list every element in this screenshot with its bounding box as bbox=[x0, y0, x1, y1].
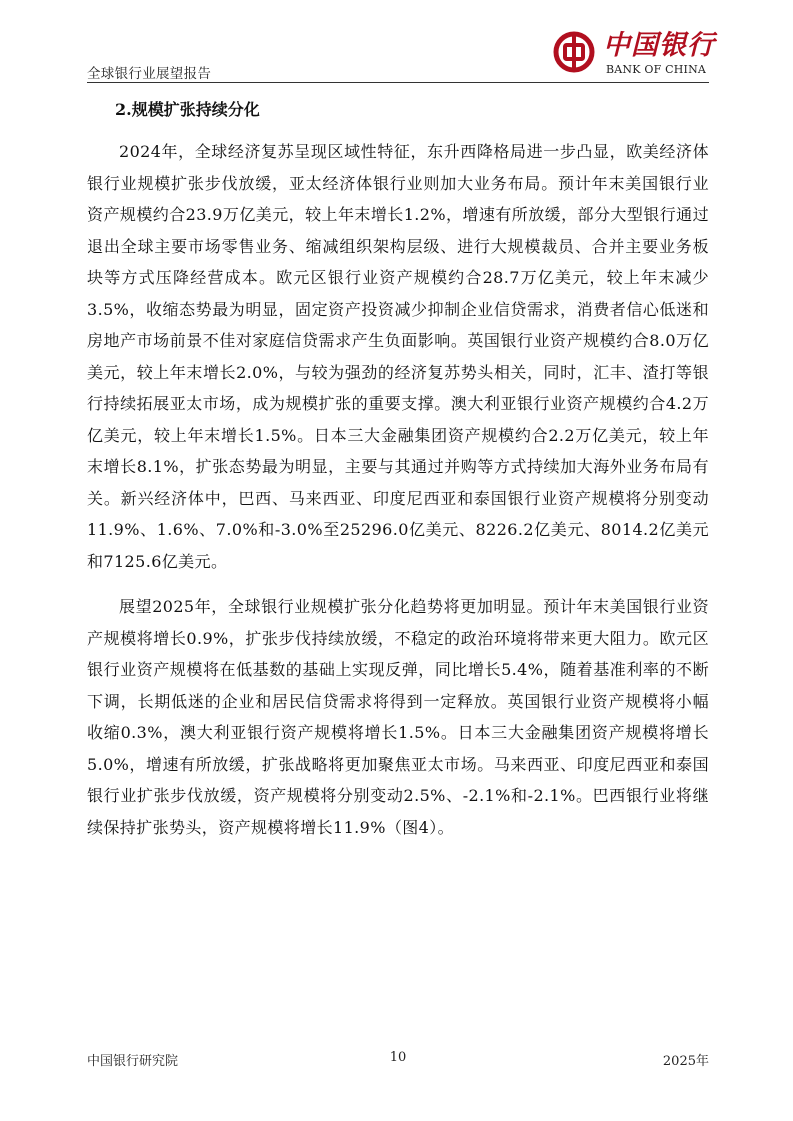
paragraph-2024-overview: 2024年，全球经济复苏呈现区域性特征，东升西降格局进一步凸显，欧美经济体银行业规模扩张步伐放缓，亚太经济体银行业则加大业务布局。预计年末美国银行业资产规模约合23.9万亿美元，较上年末增长1.2%，增速有所放缓，部分大型银行通过退出全球主要市场零售业务、缩减组织架构层级、进行大规模裁员、合并主要业务板块等方式压降经营成本。欧元区银行业资产规模约合28.7万亿美元，较上年末减少3.5%，收缩态势最为明显，固定资产投资减少抑制企业信贷需求，消费者信心低迷和房地产市场前景不佳对家庭信贷需求产生负面影响。英国银行业资产规模约合8.0万亿美元，较上年末增长2.0%，与较为强劲的经济复苏势头相关，同时，汇丰、渣打等银行持续拓展亚太市场，成为规模扩张的重要支撑。澳大利亚银行业资产规模约合4.2万亿美元，较上年末增长1.5%。日本三大金融集团资产规模约合2.2万亿美元，较上年末增长8.1%，扩张态势最为明显，主要与其通过并购等方式持续加大海外业务布局有关。新兴经济体中，巴西、马来西亚、印度尼西亚和泰国银行业资产规模将分别变动11.9%、1.6%、7.0%和-3.0%至25296.0亿美元、8226.2亿美元、8014.2亿美元和7125.6亿美元。 bbox=[87, 142, 709, 571]
bank-of-china-logo bbox=[553, 30, 715, 80]
logo-english-name: BANK OF CHINA bbox=[606, 63, 707, 76]
header-divider bbox=[87, 82, 709, 83]
page-header bbox=[87, 30, 715, 82]
bank-of-china-emblem-icon bbox=[553, 31, 595, 73]
paragraph-2025-outlook: 展望2025年，全球银行业规模扩张分化趋势将更加明显。预计年末美国银行业资产规模将增长0.9%，扩张步伐持续放缓，不稳定的政治环境将带来更大阻力。欧元区银行业资产规模将在低基数的基础上实现反弹，同比增长5.4%，随着基准利率的不断下调，长期低迷的企业和居民信贷需求将得到一定释放。英国银行业资产规模将小幅收缩0.3%，澳大利亚银行资产规模将增长1.5%。日本三大金融集团资产规模将增长5.0%，增速有所放缓，扩张战略将更加聚焦亚太市场。马来西亚、印度尼西亚和泰国银行业扩张步伐放缓，资产规模将分别变动2.5%、-2.1%和-2.1%。巴西银行业将继续保持扩张势头，资产规模将增长11.9%（图4）。 bbox=[87, 597, 709, 837]
footer-organization: 中国银行研究院 bbox=[87, 1054, 179, 1069]
report-title: 全球银行业展望报告 bbox=[87, 66, 212, 82]
section-heading: 2.规模扩张持续分化 bbox=[115, 100, 260, 119]
logo-chinese-name: 中国银行 bbox=[603, 30, 715, 61]
main-content bbox=[87, 98, 709, 843]
footer-year: 2025年 bbox=[662, 1054, 709, 1069]
page-number: 10 bbox=[389, 1050, 407, 1065]
page-footer bbox=[87, 1050, 709, 1068]
